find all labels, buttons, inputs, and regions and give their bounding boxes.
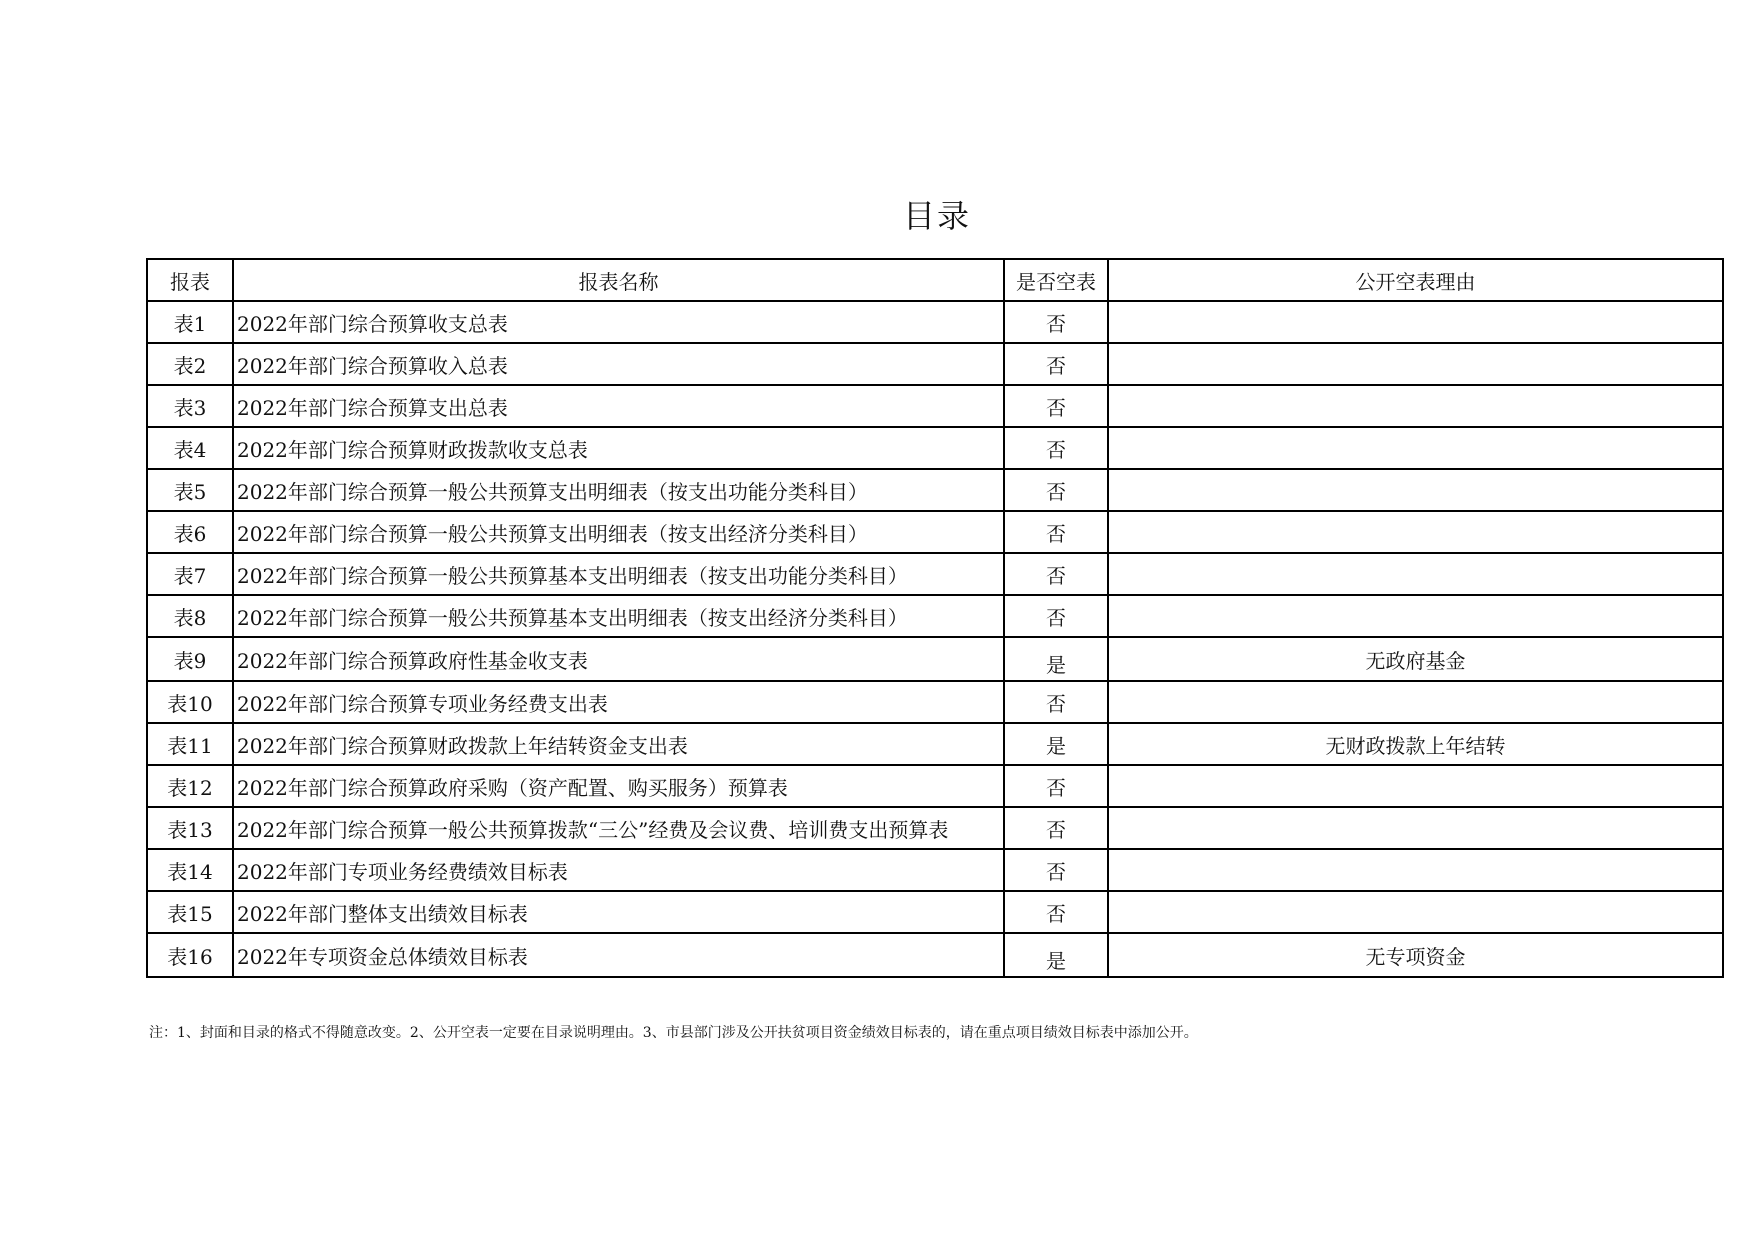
is-empty-cell: 否	[1004, 511, 1108, 553]
is-empty-cell: 否	[1004, 765, 1108, 807]
is-empty-cell: 否	[1004, 301, 1108, 343]
is-empty-cell: 否	[1004, 681, 1108, 723]
empty-reason-cell	[1108, 891, 1723, 933]
column-header-report: 报表	[147, 259, 233, 301]
report-name-cell: 2022年部门综合预算支出总表	[233, 385, 1004, 427]
is-empty-cell: 是	[1004, 933, 1108, 977]
table-row	[147, 553, 1723, 595]
report-name-cell: 2022年部门综合预算政府性基金收支表	[233, 637, 1004, 681]
report-id-cell: 表10	[147, 681, 233, 723]
is-empty-cell: 是	[1004, 723, 1108, 765]
report-name-cell: 2022年专项资金总体绩效目标表	[233, 933, 1004, 977]
table-header-row	[147, 259, 1723, 301]
empty-reason-cell	[1108, 301, 1723, 343]
empty-reason-cell	[1108, 469, 1723, 511]
report-name-cell: 2022年部门综合预算政府采购（资产配置、购买服务）预算表	[233, 765, 1004, 807]
report-id-cell: 表8	[147, 595, 233, 637]
table-row	[147, 891, 1723, 933]
is-empty-cell: 否	[1004, 343, 1108, 385]
table-row	[147, 343, 1723, 385]
empty-reason-cell	[1108, 343, 1723, 385]
report-id-cell: 表9	[147, 637, 233, 681]
empty-reason-cell	[1108, 511, 1723, 553]
empty-reason-cell	[1108, 849, 1723, 891]
report-id-cell: 表12	[147, 765, 233, 807]
report-name-cell: 2022年部门综合预算收入总表	[233, 343, 1004, 385]
report-catalog-table	[146, 258, 1724, 978]
column-header-is-empty: 是否空表	[1004, 259, 1108, 301]
report-name-cell: 2022年部门综合预算一般公共预算支出明细表（按支出功能分类科目）	[233, 469, 1004, 511]
table-row	[147, 385, 1723, 427]
is-empty-cell: 否	[1004, 469, 1108, 511]
empty-reason-cell	[1108, 385, 1723, 427]
report-name-cell: 2022年部门综合预算一般公共预算基本支出明细表（按支出功能分类科目）	[233, 553, 1004, 595]
report-name-cell: 2022年部门整体支出绩效目标表	[233, 891, 1004, 933]
report-id-cell: 表15	[147, 891, 233, 933]
page-title: 目录	[902, 197, 971, 235]
report-id-cell: 表13	[147, 807, 233, 849]
report-id-cell: 表5	[147, 469, 233, 511]
empty-reason-cell	[1108, 553, 1723, 595]
table-row	[147, 681, 1723, 723]
report-name-cell: 2022年部门综合预算一般公共预算支出明细表（按支出经济分类科目）	[233, 511, 1004, 553]
table-row	[147, 511, 1723, 553]
report-id-cell: 表3	[147, 385, 233, 427]
report-name-cell: 2022年部门综合预算收支总表	[233, 301, 1004, 343]
report-name-cell: 2022年部门综合预算财政拨款收支总表	[233, 427, 1004, 469]
is-empty-cell: 否	[1004, 807, 1108, 849]
report-name-cell: 2022年部门综合预算专项业务经费支出表	[233, 681, 1004, 723]
empty-reason-cell	[1108, 595, 1723, 637]
is-empty-cell: 是	[1004, 637, 1108, 681]
report-id-cell: 表6	[147, 511, 233, 553]
empty-reason-cell	[1108, 807, 1723, 849]
empty-reason-cell: 无专项资金	[1108, 933, 1723, 977]
is-empty-cell: 否	[1004, 385, 1108, 427]
report-id-cell: 表16	[147, 933, 233, 977]
report-name-cell: 2022年部门综合预算一般公共预算基本支出明细表（按支出经济分类科目）	[233, 595, 1004, 637]
report-id-cell: 表11	[147, 723, 233, 765]
table-row	[147, 765, 1723, 807]
is-empty-cell: 否	[1004, 849, 1108, 891]
table-row	[147, 849, 1723, 891]
is-empty-cell: 否	[1004, 595, 1108, 637]
table-row	[147, 301, 1723, 343]
is-empty-cell: 否	[1004, 427, 1108, 469]
column-header-report-name: 报表名称	[233, 259, 1004, 301]
report-id-cell: 表4	[147, 427, 233, 469]
table-row	[147, 469, 1723, 511]
empty-reason-cell	[1108, 765, 1723, 807]
is-empty-cell: 否	[1004, 891, 1108, 933]
report-id-cell: 表7	[147, 553, 233, 595]
report-name-cell: 2022年部门综合预算一般公共预算拨款“三公”经费及会议费、培训费支出预算表	[233, 807, 1004, 849]
report-id-cell: 表2	[147, 343, 233, 385]
empty-reason-cell	[1108, 427, 1723, 469]
report-id-cell: 表1	[147, 301, 233, 343]
table-row	[147, 807, 1723, 849]
empty-reason-cell	[1108, 681, 1723, 723]
report-id-cell: 表14	[147, 849, 233, 891]
table-row	[147, 427, 1723, 469]
table-row	[147, 595, 1723, 637]
is-empty-cell: 否	[1004, 553, 1108, 595]
report-name-cell: 2022年部门综合预算财政拨款上年结转资金支出表	[233, 723, 1004, 765]
footnote: 注：1、封面和目录的格式不得随意改变。2、公开空表一定要在目录说明理由。3、市县部门涉及公开扶贫项目资金绩效目标表的，请在重点项目绩效目标表中添加公开。	[149, 1025, 1198, 1041]
empty-reason-cell: 无政府基金	[1108, 637, 1723, 681]
empty-reason-cell: 无财政拨款上年结转	[1108, 723, 1723, 765]
table-row	[147, 637, 1723, 681]
report-name-cell: 2022年部门专项业务经费绩效目标表	[233, 849, 1004, 891]
table-row	[147, 933, 1723, 977]
column-header-empty-reason: 公开空表理由	[1108, 259, 1723, 301]
table-row	[147, 723, 1723, 765]
